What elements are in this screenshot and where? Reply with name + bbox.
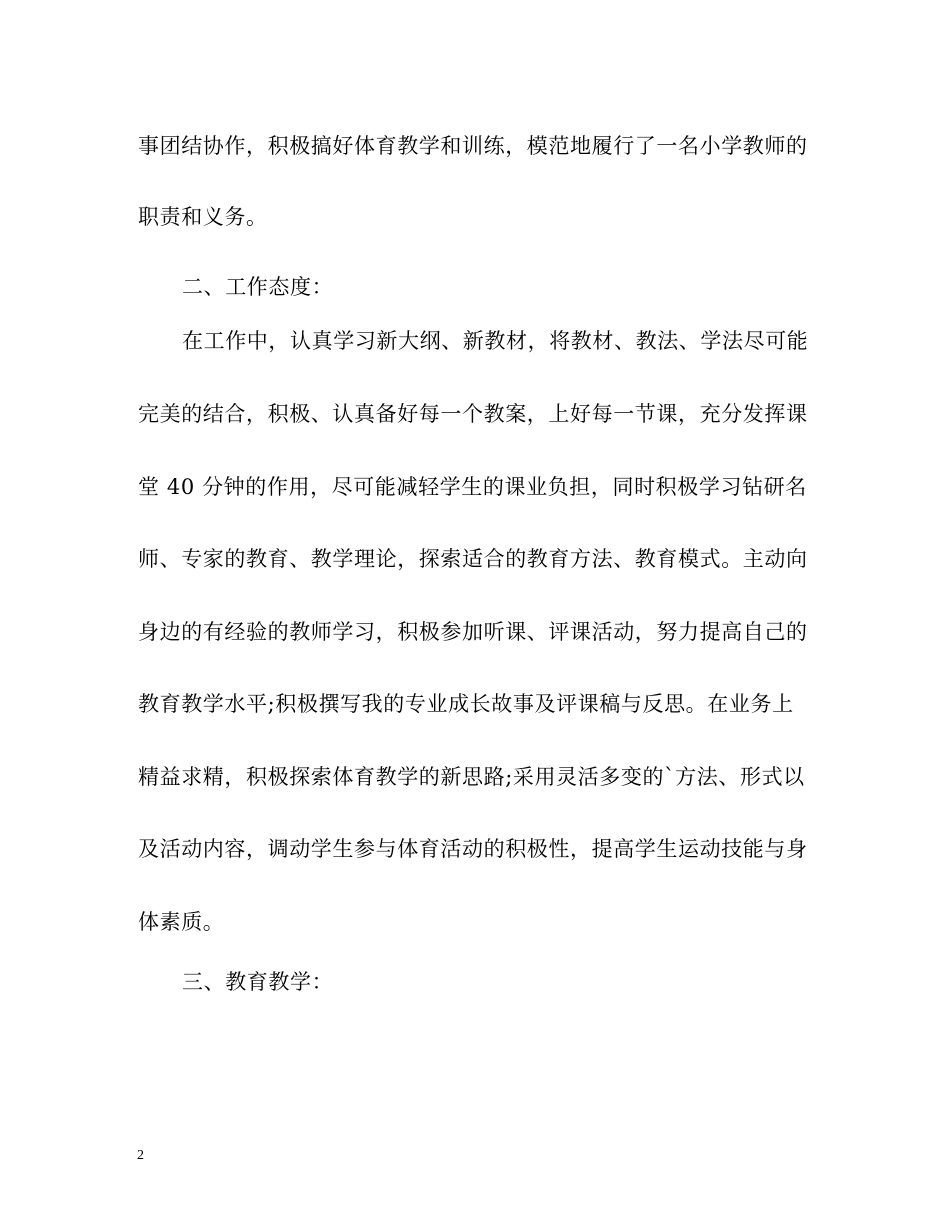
paragraph-line: 完美的结合，积极、认真备好每一个教案，上好每一节课，充分发挥课 [138,402,808,426]
paragraph-line: 在工作中，认真学习新大纲、新教材，将教材、教法、学法尽可能 [182,329,809,353]
paragraph-line: 身边的有经验的教师学习，积极参加听课、评课活动，努力提高自己的 [138,620,808,644]
paragraph-line: 及活动内容，调动学生参与体育活动的积极性，提高学生运动技能与身 [138,837,808,861]
paragraph-line: 体素质。 [138,910,225,934]
paragraph-line: 职责和义务。 [138,205,268,229]
page-number: 2 [137,1148,144,1163]
section-heading: 三、教育教学： [182,970,334,994]
paragraph-line: 事团结协作，积极搞好体育教学和训练，模范地履行了一名小学教师的 [138,134,808,158]
paragraph-line: 教育教学水平;积极撰写我的专业成长故事及评课稿与反思。在业务上 [138,692,794,716]
paragraph-line: 精益求精，积极探索体育教学的新思路;采用灵活多变的`方法、形式以 [138,765,805,789]
paragraph-line: 堂 40 分钟的作用，尽可能减轻学生的课业负担，同时积极学习钻研名 [138,475,807,499]
section-heading: 二、工作态度： [182,275,334,299]
paragraph-line: 师、专家的教育、教学理论，探索适合的教育方法、教育模式。主动向 [138,547,808,571]
